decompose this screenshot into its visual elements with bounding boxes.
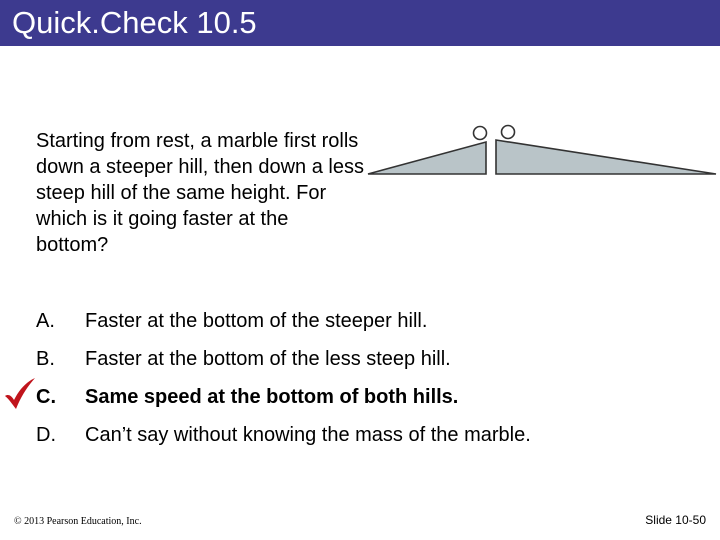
steep-hill [368, 142, 486, 174]
answer-letter: D. [36, 424, 56, 446]
answer-d[interactable] [36, 420, 696, 458]
answer-text: Faster at the bottom of the steeper hill. [85, 310, 428, 332]
answer-b[interactable] [36, 344, 696, 382]
answer-c[interactable] [36, 382, 696, 420]
copyright-notice: © 2013 Pearson Education, Inc. [14, 516, 142, 527]
answer-text: Can’t say without knowing the mass of the marble. [85, 424, 531, 446]
answer-text: Faster at the bottom of the less steep hill. [85, 348, 451, 370]
title-bar [0, 0, 720, 46]
slide-title: Quick.Check 10.5 [12, 5, 257, 40]
marble-right [502, 126, 515, 139]
slide-number: Slide 10-50 [645, 513, 706, 527]
question-text: Starting from rest, a marble first rolls down a steeper hill, then down a less steep hill of the same height. For which is it going faster at the bottom? [36, 130, 364, 256]
answer-letter: B. [36, 348, 55, 370]
gentle-hill [496, 140, 716, 174]
check-icon [2, 376, 38, 412]
marble-left [474, 127, 487, 140]
hills-illustration [364, 120, 720, 184]
answer-letter: A. [36, 310, 55, 332]
answer-text: Same speed at the bottom of both hills. [85, 386, 459, 408]
answer-a[interactable] [36, 306, 696, 344]
answer-list [36, 306, 696, 458]
answer-letter: C. [36, 386, 56, 408]
